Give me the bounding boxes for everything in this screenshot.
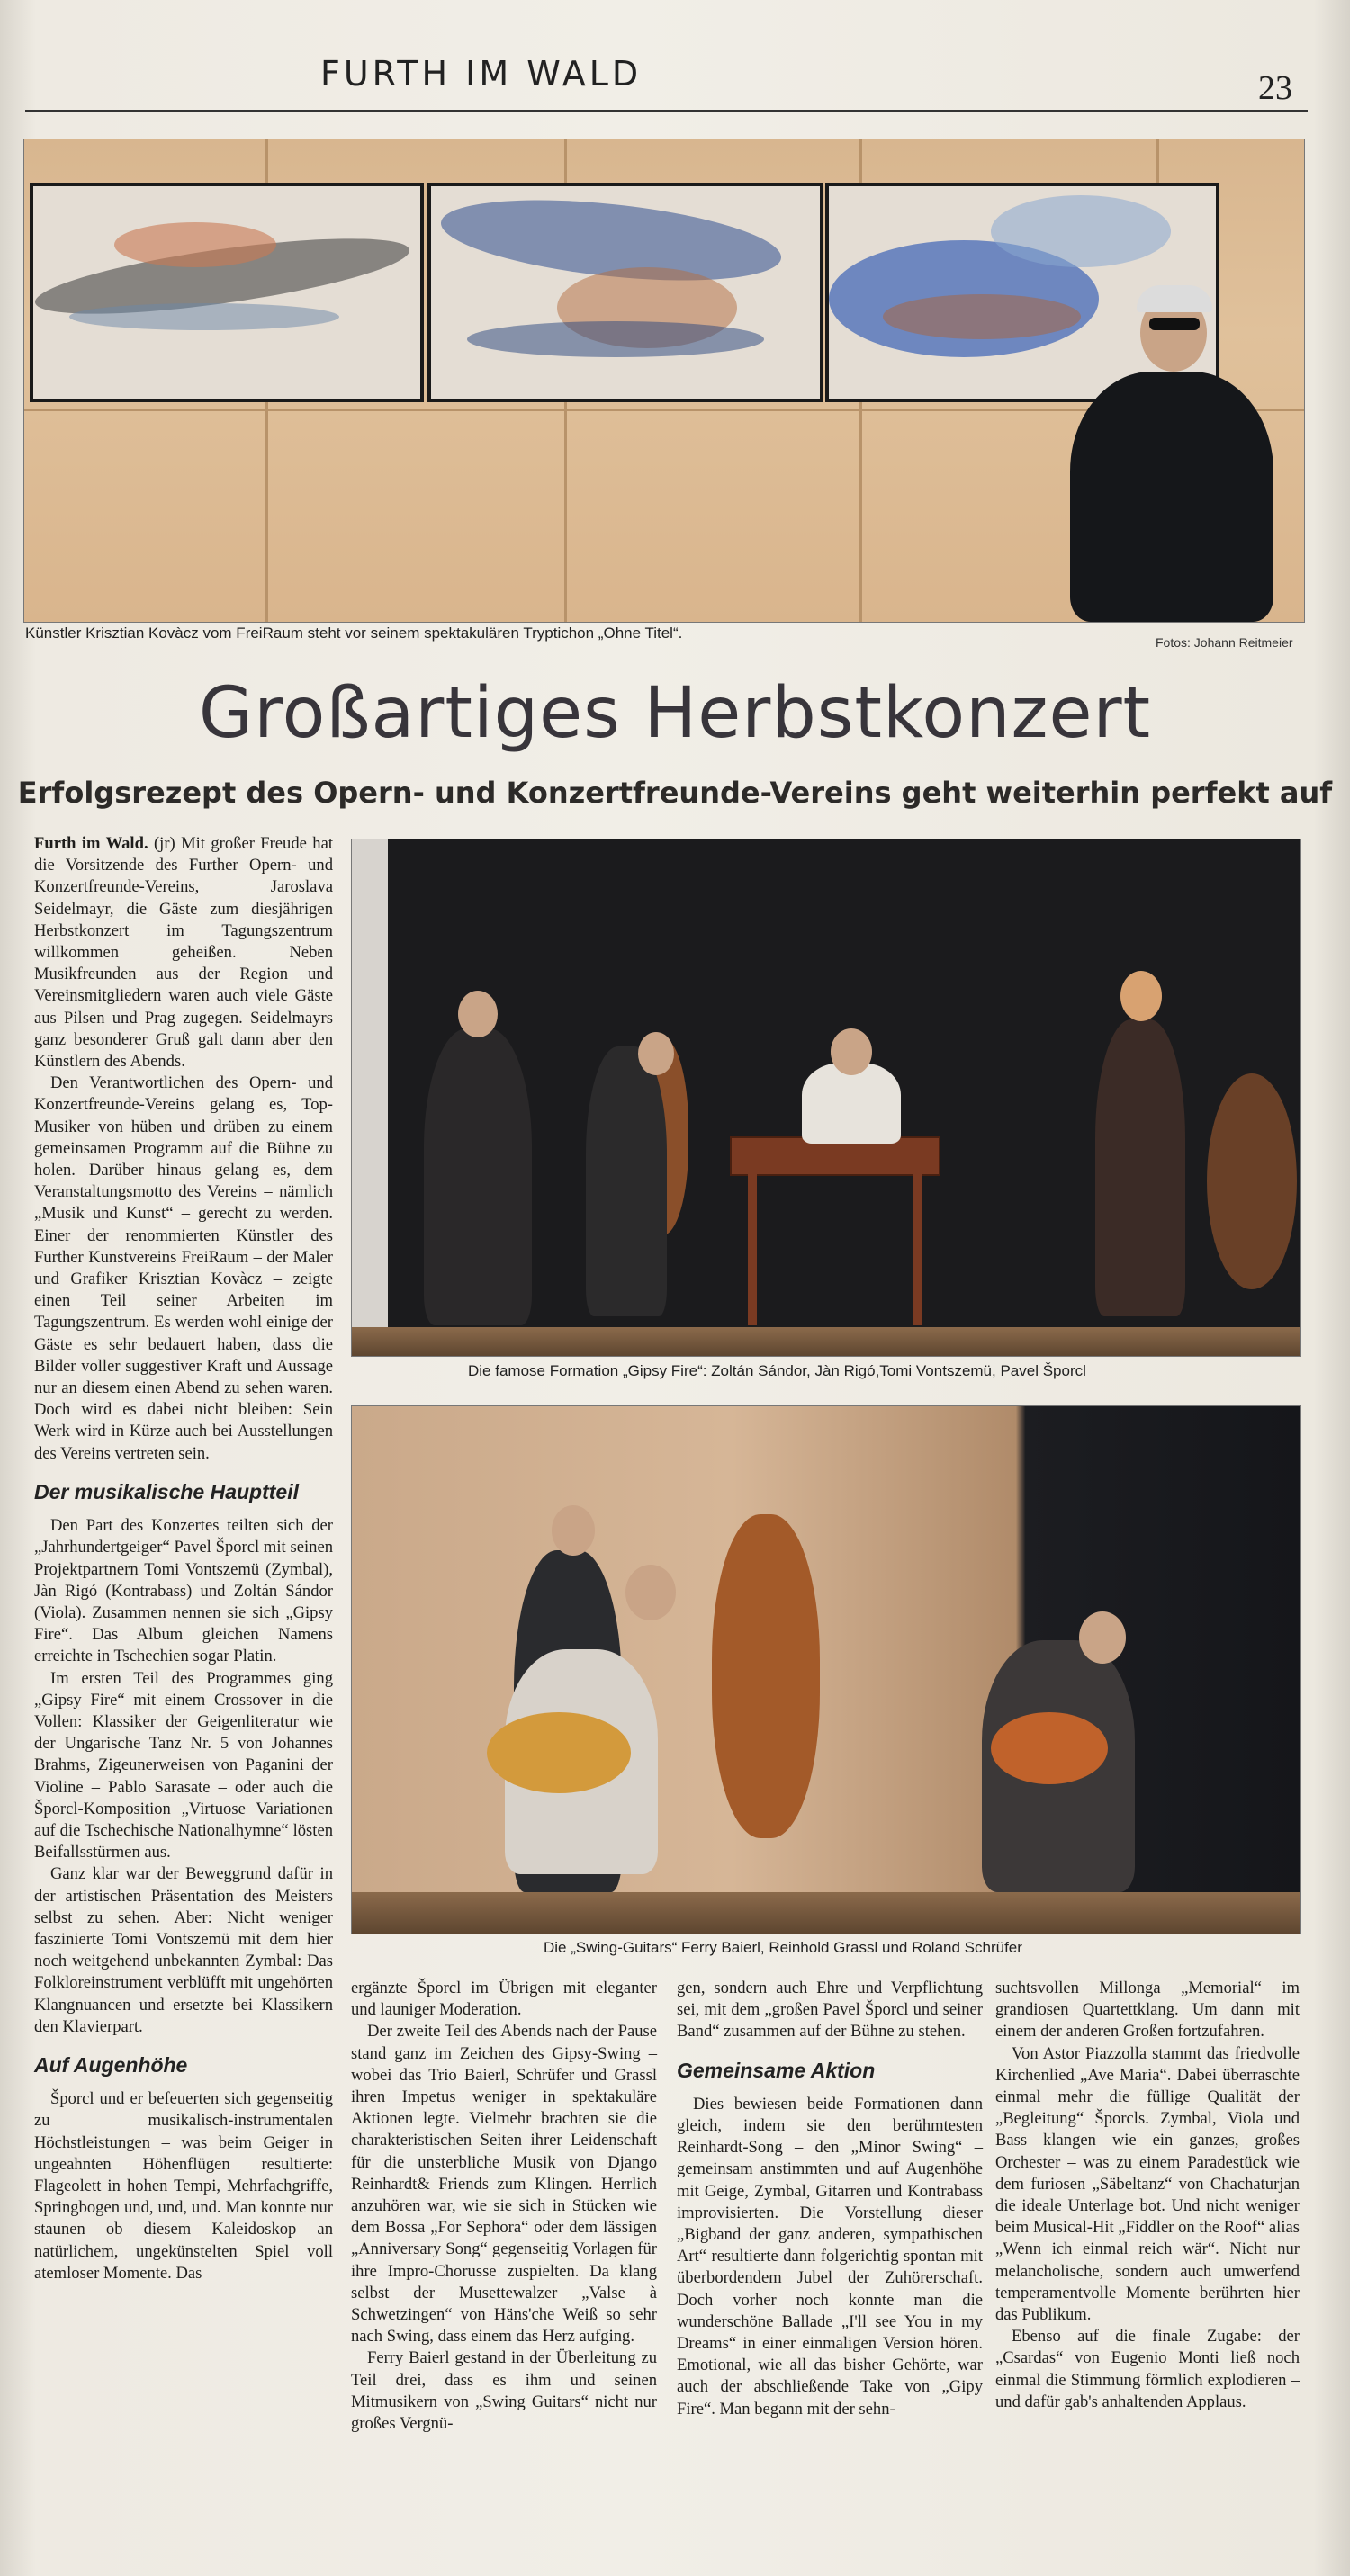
article-paragraph: Ebenso auf die finale Zugabe: der „Csardas“ von Eugenio Monti ließ noch einmal die Stimmung förmlich explodieren – und dafür gab's anhaltenden Applaus. [995,2327,1300,2411]
article-column-3 [677,1978,983,2420]
artist-figure [1061,273,1277,622]
section-heading: Der musikalische Hauptteil [34,1479,299,1503]
article-paragraph: Den Verantwortlichen des Opern- und Konzertfreunde-Vereins gelang es, Top-Musiker von hüben und drüben zu einem gemeinsamen Programm auf die Bühne zu holen. Darüber hinaus gelang es, dem Veranstaltungsmotto des Vereins – nämlich „Musik und Kunst“ – gerecht zu werden. Einer der renommierten Künstler des Further Kunstvereins FreiRaum – der Maler und Grafiker Krisztian Kovàcz – zeigte einen Teil seiner Arbeiten im Tagungszentrum. Es werden wohl einige der Gäste es sehr bedauert haben, dass die Bilder voller suggestiver Kraft und Aussage nur an diesem einen Abend zu sehen waren. Doch wird es dabei nicht bleiben: Sein Werk wird in Kürze auch bei Ausstellungen des Vereins vertreten sein. [34,1073,333,1463]
article-paragraph: Šporcl und er befeuerten sich gegenseitig zu musikalisch-instrumentalen Höchstleistungen – was beim Geiger in ungeahnten Höhenflügen resultierte: Flageolett in hohen Tempi, Mehrfachgriffe, Springbogen und, und, und. Man konnte nur staunen ob diesem Kaleidoskop an natürlichem, ungekünstelten Spiel voll atemloser Momente. Das [34,2089,333,2283]
article-paragraph: ergänzte Šporcl im Übrigen mit eleganter und launiger Moderation. [351,1979,657,2020]
swing-guitars-caption: Die „Swing-Guitars“ Ferry Baierl, Reinhold Grassl und Roland Schrüfer [544,1939,1022,1956]
running-head: FURTH IM WALD [320,54,643,94]
article-paragraph: gen, sondern auch Ehre und Verpflichtung sei, mit dem „großen Pavel Šporcl und seiner Band“ zusammen auf der Bühne zu stehen. [677,1979,983,2042]
photo-credit: Fotos: Johann Reitmeier [1156,635,1293,650]
gipsy-fire-photo [351,839,1301,1357]
triptych-panel-middle [428,183,824,402]
article-paragraph: Von Astor Piazzolla stammt das friedvolle Kirchenlied „Ave Maria“. Dabei überraschte einmal mehr die füllige Qualität der „Begleitung“ Šporcls. Zymbal, Viola und Bass klangen wie ein ganzes, großes Orchester – was zu einem Paradestück wie dem furiosen „Säbeltanz“ von Chachaturjan die ideale Unterlage bot. Und nicht weniger beim Musical-Hit „Fiddler on the Roof“ alias „Wenn ich einmal reich wär“. Nicht nur melancholische, sondern auch umwerfend temperamentvolle Momente berührten hier das Publikum. [995,2043,1300,2325]
swing-guitars-photo [351,1405,1301,1934]
article-column-4 [995,1978,1300,2413]
dateline: Furth im Wald. [34,834,148,853]
article-paragraph: suchtsvollen Millonga „Memorial“ im grandiosen Quartettklang. Um dann mit einem der anderen Großen fortzufahren. [995,1979,1300,2042]
gipsy-fire-caption: Die famose Formation „Gipsy Fire“: Zoltán Sándor, Jàn Rigó,Tomi Vontszemü, Pavel Šporcl [468,1362,1086,1379]
article-paragraph: Ferry Baierl gestand in der Überleitung zu Teil drei, dass es ihm und seinen Mitmusikern von „Swing Guitars“ nicht nur großes Vergnü- [351,2348,657,2434]
article-column-2 [351,1978,657,2435]
triptych-panel-left [30,183,424,402]
article-column-1 [34,833,333,2284]
section-heading: Auf Augenhöhe [34,2052,188,2077]
article-paragraph: Dies bewiesen beide Formationen dann gleich, indem sie den berühmtesten Reinhardt-Song – den „Minor Swing“ – gemeinsam anstimmten und auf Augenhöhe mit Geige, Zymbal, Gitarren und Kontrabass improvisierten. Die Vorstellung dieser „Bigband der ganz anderen, sympathischen Art“ resultierte dann folgerichtig spontan mit überbordendem Jubel der Zuhörerschaft. Doch vorher noch konnte man die wunderschöne Ballade „I'll see You in my Dreams“ in einer einmaligen Version hören. Emotional, wie all das bisher Gehörte, war auch der abschließende Take von „Gipy Fire“. Man begann mit der sehn- [677,2094,983,2419]
page-number: 23 [1258,69,1292,107]
article-paragraph: Ganz klar war der Beweggrund dafür in der artistischen Präsentation des Meisters selbst zu sehen. Aber: Nicht weniger faszinierte Tomi Vontszemü mit dem hier noch weitgehend unbekannten Zymbal: Das Folkloreinstrument verblüfft mit ungehörten Klangnuancen und ersetzte bei Klassikern den Klavierpart. [34,1864,333,2036]
headline: Großartiges Herbstkonzert [198,673,1152,754]
article-paragraph: Furth im Wald. (jr) Mit großer Freude hat die Vorsitzende des Further Opern- und Konzertfreunde-Vereins, Jaroslava Seidelmayr, die Gäste zum diesjährigen Herbstkonzert im Tagungszentrum willkommen geheißen. Neben Musikfreunden aus der Region und Vereinsmitgliedern waren auch viele Gäste aus Pilsen und Prag zugegen. Seidelmayrs ganz besonderer Gruß galt dann aber den Künstlern des Abends. [34,834,333,1072]
triptych-photo [23,139,1305,623]
article-paragraph: Im ersten Teil des Programmes ging „Gipsy Fire“ mit einem Crossover in die Vollen: Klassiker der Geigenliteratur wie der Ungarische Tanz Nr. 5 von Johannes Brahms, Zigeunerweisen von Paganini der Violine – Pablo Sarasate – oder auch die Šporcl-Komposition „Virtuose Variationen auf die Tschechische Nationalhymne“ lösten Beifallsstürmen aus. [34,1668,333,1862]
header-rule [25,110,1308,112]
article-paragraph: Der zweite Teil des Abends nach der Pause stand ganz im Zeichen des Gipsy-Swing – wobei das Trio Baierl, Schrüfer und Grassl ihren Impetus weniger in spektakuläre Aktionen legte. Vielmehr brachten sie die charakteristischen Seiten ihrer Leidenschaft für die unsterbliche Musik von Django Reinhardt& Friends zum Klingen. Herrlich anzuhören war, wie sie sich in Stücken wie dem Bossa „For Sephora“ oder dem lässigen „Anniversary Song“ gegenseitig Vorlagen für ihre Impro-Chorusse zuspielten. Da klang selbst der Musettewalzer „Valse à Schwetzingen“ von Häns'che Weiß so sehr nach Swing, dass einem das Herz aufging. [351,2022,657,2347]
subheadline: Erfolgsrezept des Opern- und Konzertfreunde-Vereins geht weiterhin perfekt auf [17,776,1333,810]
article-paragraph: Den Part des Konzertes teilten sich der „Jahrhundertgeiger“ Pavel Šporcl mit seinen Projektpartnern Tomi Vontszemü (Zymbal), Jàn Rigó (Kontrabass) und Zoltán Sándor (Viola). Zusammen nennen sie sich „Gipsy Fire“. Das Album gleichen Namens erreichte in Tschechien sogar Platin. [34,1516,333,1666]
section-heading: Gemeinsame Aktion [677,2058,876,2082]
top-photo-caption: Künstler Krisztian Kovàcz vom FreiRaum steht vor seinem spektakulären Tryptichon „Ohne Titel“. [25,624,683,642]
